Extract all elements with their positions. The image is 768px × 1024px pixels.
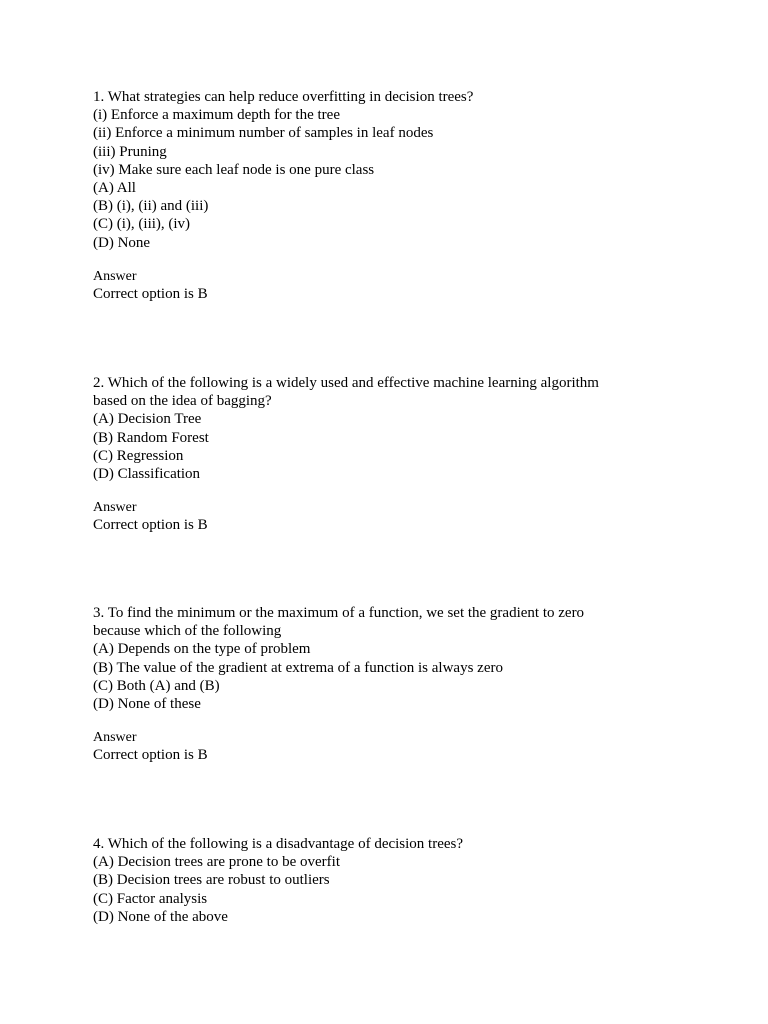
- option: (C) Both (A) and (B): [93, 677, 220, 694]
- option: (C) Regression: [93, 447, 184, 464]
- answer-text: Correct option is B: [93, 517, 208, 534]
- option: (B) Decision trees are robust to outliers: [93, 872, 330, 889]
- sub-item: (ii) Enforce a minimum number of samples in leaf nodes: [93, 125, 434, 142]
- answer-block: [93, 499, 713, 534]
- answer-text: Correct option is B: [93, 285, 208, 302]
- option: (A) All: [93, 180, 136, 197]
- option: (A) Depends on the type of problem: [93, 641, 311, 658]
- option: (C) Factor analysis: [93, 890, 208, 907]
- sub-item: (i) Enforce a maximum depth for the tree: [93, 107, 340, 124]
- sub-item: (iv) Make sure each leaf node is one pure class: [93, 161, 375, 178]
- option: (A) Decision trees are prone to be overfit: [93, 854, 340, 871]
- question-stem: 2. Which of the following is a widely used and effective machine learning algorithm: [93, 375, 599, 391]
- answer-text: Correct option is B: [93, 747, 208, 764]
- question-stem-continued: based on the idea of bagging?: [93, 393, 272, 410]
- option: (D) None of the above: [93, 908, 228, 925]
- option: (B) Random Forest: [93, 429, 209, 446]
- sub-item: (iii) Pruning: [93, 143, 167, 160]
- question-1: [93, 88, 713, 303]
- question-stem-continued: because which of the following: [93, 623, 282, 640]
- answer-block: [93, 268, 713, 303]
- question-stem: 4. Which of the following is a disadvantage of decision trees?: [93, 836, 464, 852]
- option: (D) None: [93, 234, 151, 251]
- answer-label: Answer: [93, 500, 137, 516]
- answer-block: [93, 729, 713, 764]
- answer-label: Answer: [93, 730, 137, 746]
- question-2: [93, 374, 713, 534]
- option: (D) Classification: [93, 466, 201, 483]
- option: (A) Decision Tree: [93, 411, 202, 428]
- option: (B) The value of the gradient at extrema of a function is always zero: [93, 659, 503, 676]
- answer-label: Answer: [93, 268, 137, 284]
- option: (B) (i), (ii) and (iii): [93, 198, 209, 215]
- question-stem: 3. To find the minimum or the maximum of a function, we set the gradient to zero: [93, 605, 585, 621]
- question-stem: 1. What strategies can help reduce overfitting in decision trees?: [93, 89, 474, 105]
- question-4: [93, 835, 713, 926]
- question-3: [93, 604, 713, 764]
- option: (C) (i), (iii), (iv): [93, 216, 191, 233]
- option: (D) None of these: [93, 696, 201, 713]
